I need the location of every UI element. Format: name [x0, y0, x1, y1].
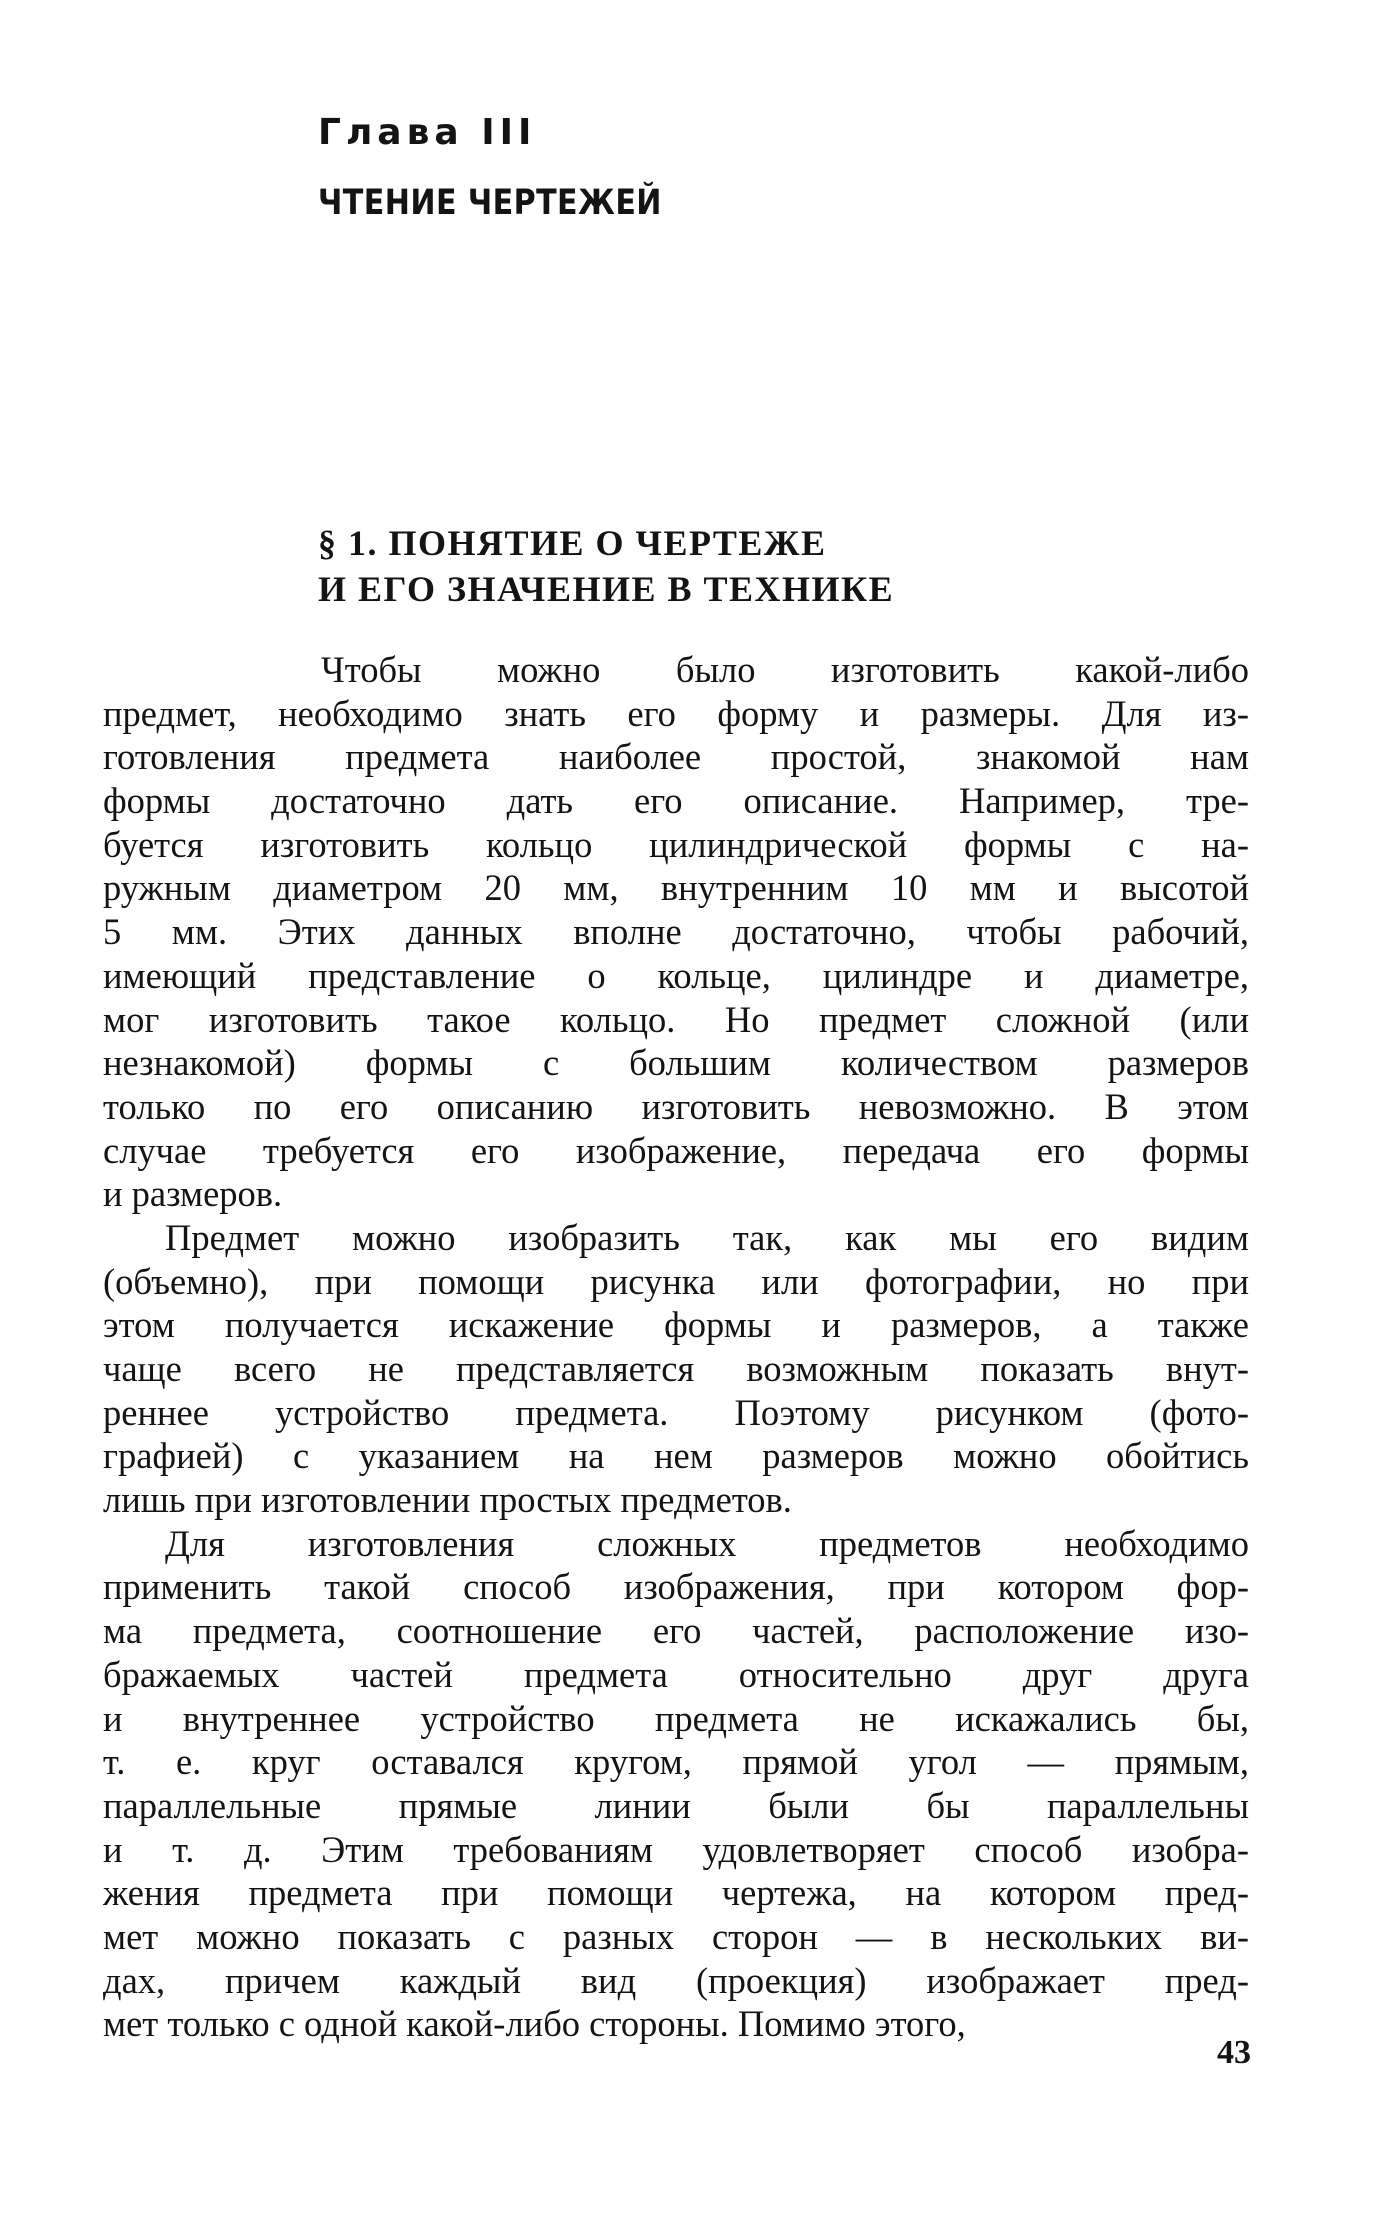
text-line: бражаемых частей предмета относительно друг друга — [103, 1653, 1249, 1695]
chapter-label: Глава III — [318, 112, 537, 153]
text-line: незнакомой) формы с большим количеством размеров — [103, 1042, 1249, 1084]
paragraph — [103, 648, 1249, 1216]
text-line: только по его описанию изготовить невозможно. В этом — [103, 1085, 1249, 1127]
text-line: Предмет можно изобразить так, как мы его видим — [165, 1216, 1249, 1258]
text-line: мет только с одной какой-либо стороны. Помимо этого, — [103, 2003, 966, 2045]
text-line: Для изготовления сложных предметов необходимо — [165, 1522, 1249, 1564]
text-line: 5 мм. Этих данных вполне достаточно, чтобы рабочий, — [103, 911, 1249, 953]
text-line: лишь при изготовлении простых предметов. — [103, 1479, 792, 1521]
text-line: имеющий представление о кольце, цилиндре и диаметре, — [103, 954, 1249, 996]
text-line: и размеров. — [103, 1173, 283, 1215]
paragraph — [103, 1522, 1249, 2046]
text-line: мет можно показать с разных сторон — в нескольких ви- — [103, 1915, 1249, 1957]
text-line: и внутреннее устройство предмета не искажались бы, — [103, 1697, 1249, 1739]
section-title-line-1: § 1. ПОНЯТИЕ О ЧЕРТЕЖЕ — [318, 523, 827, 563]
text-line: и т. д. Этим требованиям удовлетворяет способ изобра- — [103, 1828, 1249, 1870]
text-line: дах, причем каждый вид (проекция) изображает пред- — [103, 1959, 1249, 2001]
body-text — [103, 648, 1249, 2046]
text-line: этом получается искажение формы и размеров, а также — [103, 1304, 1249, 1346]
text-line: (объемно), при помощи рисунка или фотографии, но при — [103, 1260, 1249, 1302]
text-line: случае требуется его изображение, передача его формы — [103, 1129, 1249, 1171]
paragraph — [103, 1216, 1249, 1522]
text-line: применить такой способ изображения, при котором фор- — [103, 1566, 1249, 1608]
text-line: чаще всего не представляется возможным показать внут- — [103, 1348, 1249, 1389]
section-title — [318, 520, 894, 612]
text-line: параллельные прямые линии были бы параллельны — [103, 1784, 1249, 1826]
text-line: мог изготовить такое кольцо. Но предмет сложной (или — [103, 998, 1249, 1040]
text-line: графией) с указанием на нем размеров можно обойтись — [103, 1435, 1249, 1477]
text-line: ма предмета, соотношение его частей, расположение изо- — [103, 1610, 1249, 1652]
text-line: Чтобы можно было изготовить какой-либо — [321, 649, 1249, 690]
text-line: ружным диаметром 20 мм, внутренним 10 мм и высотой — [103, 867, 1249, 909]
text-line: готовления предмета наиболее простой, знакомой нам — [103, 736, 1249, 778]
text-line: реннее устройство предмета. Поэтому рисунком (фото- — [103, 1391, 1249, 1433]
text-line: жения предмета при помощи чертежа, на котором пред- — [103, 1872, 1249, 1914]
section-title-line-2: И ЕГО ЗНАЧЕНИЕ В ТЕХНИКЕ — [318, 569, 895, 609]
text-line: т. е. круг оставался кругом, прямой угол — прямым, — [103, 1741, 1249, 1783]
text-line: буется изготовить кольцо цилиндрической формы с на- — [103, 823, 1249, 865]
page-number: 43 — [1217, 2034, 1251, 2071]
text-line: формы достаточно дать его описание. Например, тре- — [103, 780, 1249, 822]
chapter-title: ЧТЕНИЕ ЧЕРТЕЖЕЙ — [318, 183, 662, 223]
text-line: предмет, необходимо знать его форму и размеры. Для из- — [103, 692, 1249, 734]
